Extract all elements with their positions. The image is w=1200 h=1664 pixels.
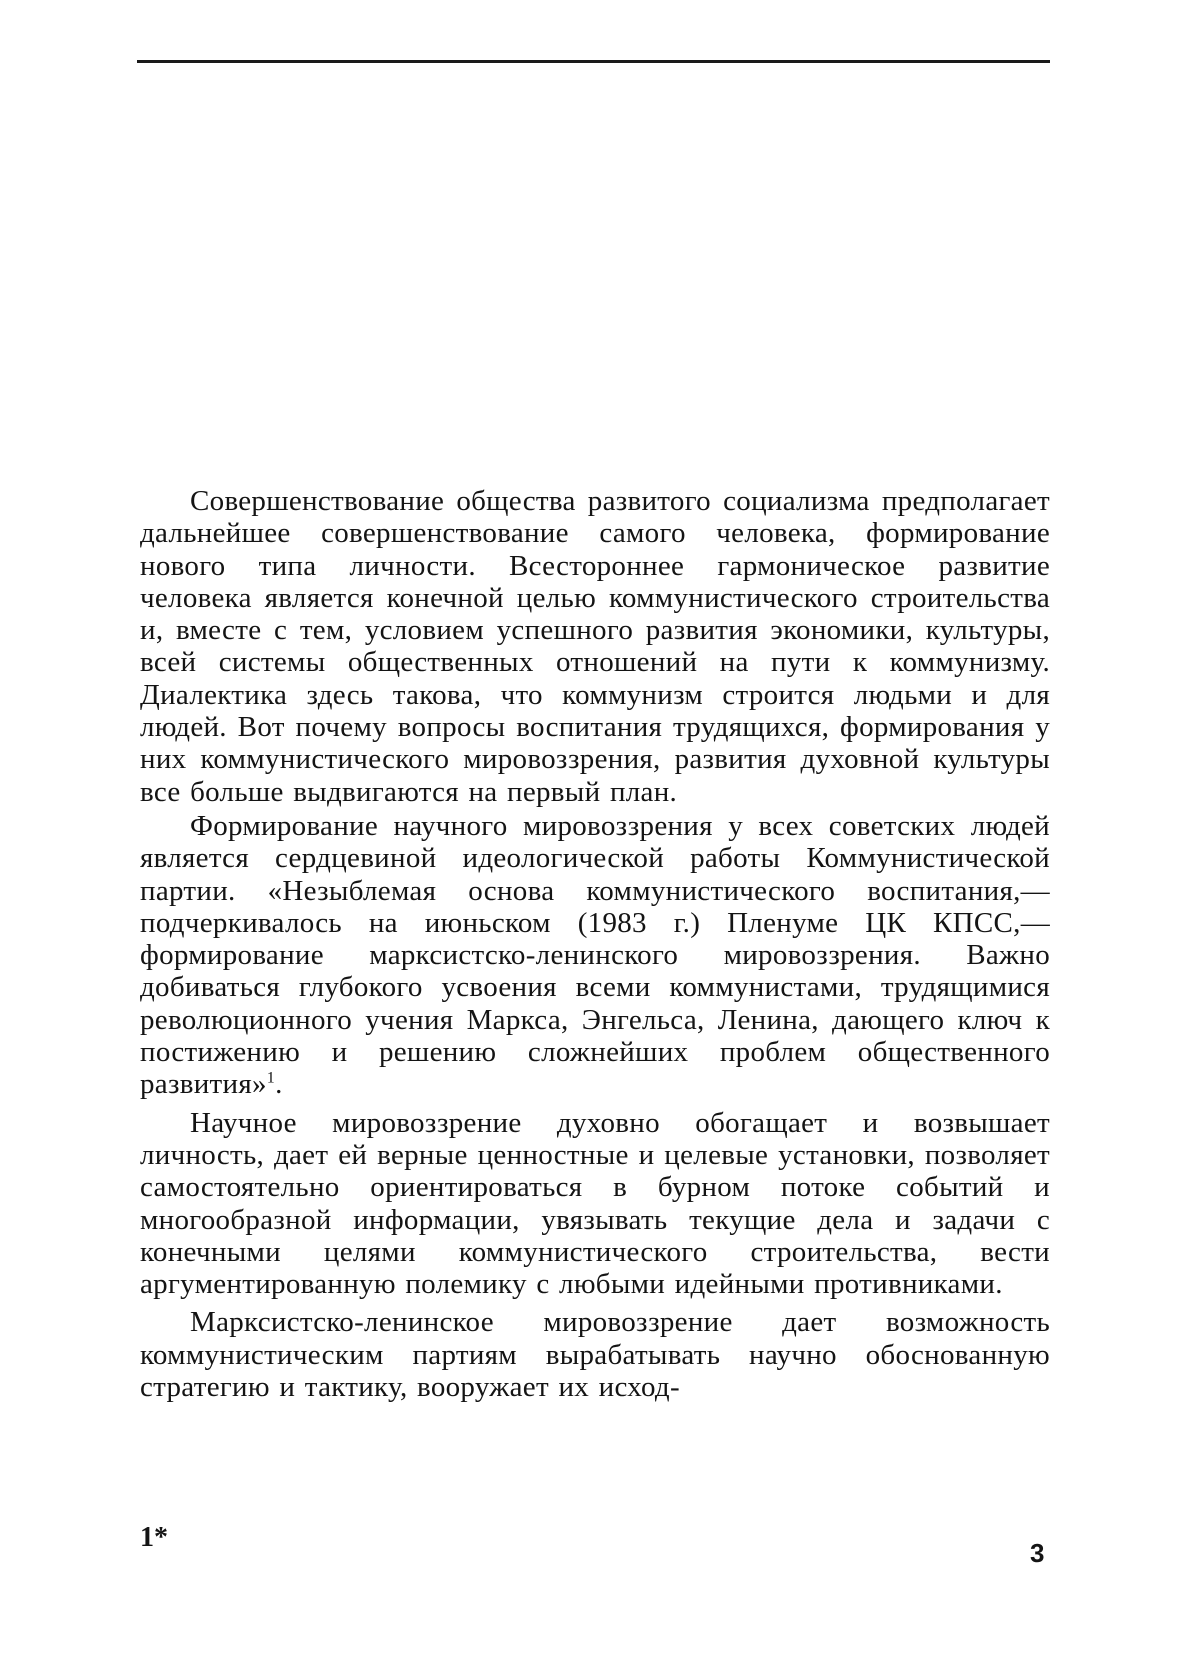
body-text xyxy=(140,485,1050,1405)
signature-mark: 1* xyxy=(140,1522,168,1553)
header-rule xyxy=(137,60,1050,63)
footnote-reference: 1 xyxy=(266,1069,276,1087)
paragraph-text: Формирование научного мировоззрения у всех советских людей является сердцевиной идеологической работы Коммунистической партии. «Незыблемая основа коммунистического воспитания,— подчеркивалось на июньском (1983 г.) Пленуме ЦК КПСС,— формирование марксистско-ленинского мировоззрения. Важно добиваться глубокого усвоения всеми коммунистами, трудящимися революционного учения Маркса, Энгельса, Ленина, дающего ключ к постижению и решению сложнейших проблем общественного развития» xyxy=(140,809,1050,1101)
page-number: 3 xyxy=(1030,1538,1045,1568)
paragraph: Марксистско-ленинское мировоззрение дает возможность коммунистическим партиям вырабатывать научно обоснованную стратегию и тактику, вооружает их исход- xyxy=(140,1306,1050,1404)
paragraph xyxy=(140,810,1050,1101)
paragraph: Совершенствование общества развитого социализма предполагает дальнейшее совершенствование самого человека, формирование нового типа личности. Всестороннее гармоническое развитие человека является конечной целью коммунистического строительства и, вместе с тем, условием успешного развития экономики, культуры, всей системы общественных отношений на пути к коммунизму. Диалектика здесь такова, что коммунизм строится людьми и для людей. Вот почему вопросы воспитания трудящихся, формирования у них коммунистического мировоззрения, развития духовной культуры все больше выдвигаются на первый план. xyxy=(140,485,1050,808)
paragraph: Научное мировоззрение духовно обогащает и возвышает личность, дает ей верные ценностные и целевые установки, позволяет самостоятельно ориентироваться в бурном потоке событий и многообразной информации, увязывать текущие дела и задачи с конечными целями коммунистического строительства, вести аргументированную полемику с любыми идейными противниками. xyxy=(140,1106,1050,1301)
paragraph-tail: . xyxy=(275,1068,283,1101)
